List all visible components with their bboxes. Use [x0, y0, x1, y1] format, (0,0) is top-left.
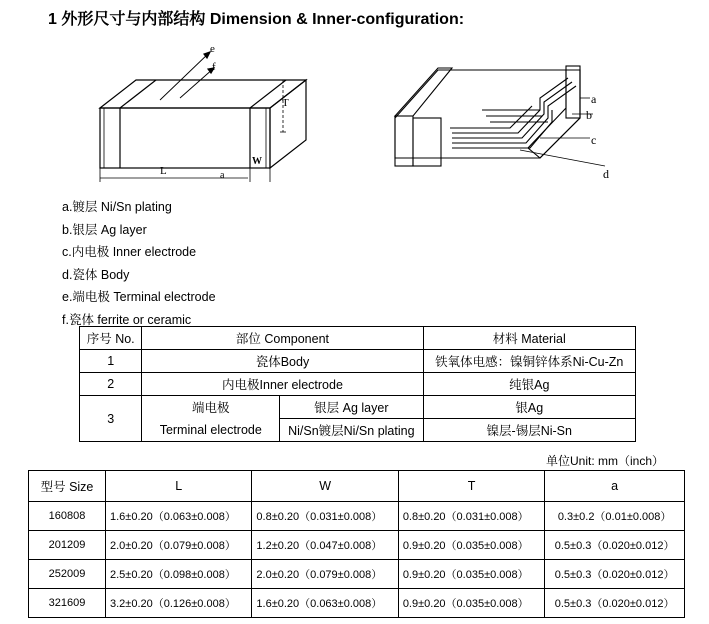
label-d: d [603, 167, 609, 181]
cell-size: 160808 [29, 502, 106, 531]
table-row [80, 396, 636, 419]
unit-note: 单位Unit: mm（inch） [546, 454, 665, 468]
header-W: W [252, 471, 398, 502]
label-f: f [212, 61, 216, 73]
row-no: 2 [80, 373, 142, 396]
label-a: a [220, 170, 225, 181]
cell-W: 2.0±0.20（0.079±0.008） [252, 560, 398, 589]
table-header-row [29, 471, 685, 502]
sub-material-nisn: 镍层-锡层Ni-Sn [423, 419, 635, 442]
cell-size: 201209 [29, 531, 106, 560]
legend-item-c: c.内电极 Inner electrode [62, 245, 197, 259]
cell-a: 0.5±0.3（0.020±0.012） [545, 560, 685, 589]
title-en: Dimension & Inner-configuration: [209, 11, 465, 28]
row-no: 3 [80, 396, 142, 442]
cell-L: 2.5±0.20（0.098±0.008） [106, 560, 252, 589]
cell-T: 0.9±0.20（0.035±0.008） [398, 560, 544, 589]
cell-T: 0.9±0.20（0.035±0.008） [398, 589, 544, 618]
cell-a: 0.5±0.3（0.020±0.012） [545, 531, 685, 560]
label-b: b [586, 108, 592, 122]
page-title [48, 6, 464, 29]
header-component: 部位 Component [142, 327, 423, 350]
label-c: c [591, 133, 597, 147]
component-cn: 端电极 [192, 400, 230, 415]
inner-configuration-diagram [390, 58, 630, 183]
header-L: L [106, 471, 252, 502]
legend-item-d: d.瓷体 Body [62, 268, 130, 282]
table-row [29, 502, 685, 531]
chip-outline-diagram [90, 40, 310, 185]
header-material: 材料 Material [423, 327, 635, 350]
header-no: 序号 No. [80, 327, 142, 350]
label-e: e [210, 43, 215, 55]
sub-material-ag: 银Ag [423, 396, 635, 419]
row-no: 1 [80, 350, 142, 373]
table-row [80, 373, 636, 396]
cell-L: 1.6±0.20（0.063±0.008） [106, 502, 252, 531]
cell-W: 0.8±0.20（0.031±0.008） [252, 502, 398, 531]
table-row [29, 589, 685, 618]
legend-item-e: e.端电极 Terminal electrode [62, 290, 216, 304]
title-cn: 外形尺寸与内部结构 [61, 9, 206, 28]
cell-T: 0.9±0.20（0.035±0.008） [398, 531, 544, 560]
sub-component-ag: 银层 Ag layer [280, 396, 423, 419]
cell-T: 0.8±0.20（0.031±0.008） [398, 502, 544, 531]
legend-item-a: a.镀层 Ni/Sn plating [62, 200, 172, 214]
label-W: W [252, 156, 262, 167]
table-header-row [80, 327, 636, 350]
table-row [80, 350, 636, 373]
cell-L: 2.0±0.20（0.079±0.008） [106, 531, 252, 560]
cell-a: 0.3±0.2（0.01±0.008） [545, 502, 685, 531]
cell-a: 0.5±0.3（0.020±0.012） [545, 589, 685, 618]
row-component: 瓷体Body [142, 350, 423, 373]
row-component [142, 396, 280, 442]
legend-item-b: b.银层 Ag layer [62, 223, 147, 237]
label-a: a [591, 92, 597, 106]
row-material: 铁氧体电感：镍铜锌体系Ni-Cu-Zn [423, 350, 635, 373]
cell-L: 3.2±0.20（0.126±0.008） [106, 589, 252, 618]
label-L: L [160, 165, 167, 177]
label-T: T [282, 97, 289, 109]
material-table [79, 326, 636, 442]
cell-size: 321609 [29, 589, 106, 618]
cell-size: 252009 [29, 560, 106, 589]
component-en: Terminal electrode [159, 422, 262, 437]
table-row [29, 531, 685, 560]
header-a: a [545, 471, 685, 502]
section-number: 1 [48, 11, 57, 28]
table-row [29, 560, 685, 589]
row-component: 内电极Inner electrode [142, 373, 423, 396]
row-material: 纯银Ag [423, 373, 635, 396]
sub-component-nisn: Ni/Sn镀层Ni/Sn plating [280, 419, 423, 442]
size-table [28, 470, 685, 618]
cell-W: 1.6±0.20（0.063±0.008） [252, 589, 398, 618]
cell-W: 1.2±0.20（0.047±0.008） [252, 531, 398, 560]
header-size: 型号 Size [29, 471, 106, 502]
legend-item-f: f.瓷体 ferrite or ceramic [62, 313, 192, 327]
header-T: T [398, 471, 544, 502]
